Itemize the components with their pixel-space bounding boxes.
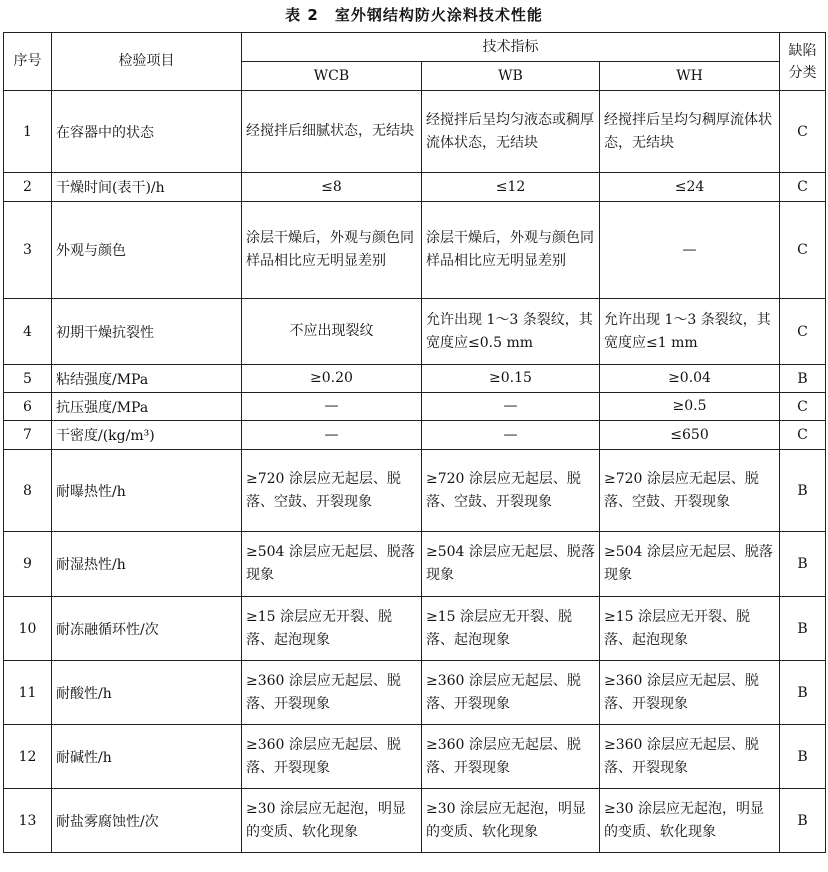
header-item: 检验项目 (52, 33, 242, 91)
row-wh: ≥0.5 (600, 393, 780, 421)
row-no: 10 (4, 597, 52, 661)
row-wh: 允许出现 1～3 条裂纹，其宽度应≤1 mm (600, 299, 780, 365)
row-no: 2 (4, 173, 52, 202)
row-no: 1 (4, 91, 52, 173)
row-no: 11 (4, 661, 52, 725)
row-no: 5 (4, 365, 52, 393)
row-wcb: 不应出现裂纹 (242, 299, 422, 365)
row-class: B (780, 725, 826, 789)
row-wb: — (422, 393, 600, 421)
row-item: 抗压强度/MPa (52, 393, 242, 421)
row-item: 耐碱性/h (52, 725, 242, 789)
table-row (4, 450, 826, 532)
row-wcb: ≥0.20 (242, 365, 422, 393)
row-item: 在容器中的状态 (52, 91, 242, 173)
row-item: 耐冻融循环性/次 (52, 597, 242, 661)
row-wh: ≥720 涂层应无起层、脱落、空鼓、开裂现象 (600, 450, 780, 532)
row-wh: ≥30 涂层应无起泡，明显的变质、软化现象 (600, 789, 780, 853)
row-class: C (780, 393, 826, 421)
row-wcb: ≥720 涂层应无起层、脱落、空鼓、开裂现象 (242, 450, 422, 532)
table-caption: 表 2 室外钢结构防火涂料技术性能 (285, 6, 543, 24)
row-wh: ≤650 (600, 421, 780, 450)
row-wb: ≥30 涂层应无起泡，明显的变质、软化现象 (422, 789, 600, 853)
row-wh: ≤24 (600, 173, 780, 202)
header-indicators: 技术指标 (242, 33, 780, 62)
row-wb: 涂层干燥后，外观与颜色同样品相比应无明显差别 (422, 202, 600, 299)
header-wcb: WCB (242, 62, 422, 91)
row-wb: ≥0.15 (422, 365, 600, 393)
table-row (4, 661, 826, 725)
row-wh: ≥504 涂层应无起层、脱落现象 (600, 532, 780, 597)
table-row (4, 393, 826, 421)
row-item: 耐湿热性/h (52, 532, 242, 597)
table-row (4, 91, 826, 173)
row-no: 8 (4, 450, 52, 532)
row-class: B (780, 597, 826, 661)
row-wcb: — (242, 393, 422, 421)
table-row (4, 202, 826, 299)
row-class: B (780, 365, 826, 393)
row-class: B (780, 532, 826, 597)
row-item: 干密度/(kg/m³) (52, 421, 242, 450)
row-item: 初期干燥抗裂性 (52, 299, 242, 365)
table-row (4, 789, 826, 853)
spec-table (3, 32, 826, 853)
row-wb: ≥720 涂层应无起层、脱落、空鼓、开裂现象 (422, 450, 600, 532)
row-wh: ≥0.04 (600, 365, 780, 393)
row-class: C (780, 91, 826, 173)
row-wb: ≥504 涂层应无起层、脱落现象 (422, 532, 600, 597)
row-no: 3 (4, 202, 52, 299)
row-class: C (780, 299, 826, 365)
header-defect-class: 缺陷 分类 (780, 33, 826, 91)
row-wb: ≥360 涂层应无起层、脱落、开裂现象 (422, 725, 600, 789)
row-item: 耐曝热性/h (52, 450, 242, 532)
table-row (4, 299, 826, 365)
row-wb: ≥15 涂层应无开裂、脱落、起泡现象 (422, 597, 600, 661)
row-wh: 经搅拌后呈均匀稠厚流体状态，无结块 (600, 91, 780, 173)
row-no: 12 (4, 725, 52, 789)
table-row (4, 365, 826, 393)
row-no: 4 (4, 299, 52, 365)
header-wb: WB (422, 62, 600, 91)
row-wcb: ≥360 涂层应无起层、脱落、开裂现象 (242, 661, 422, 725)
row-item: 干燥时间(表干)/h (52, 173, 242, 202)
table-row (4, 725, 826, 789)
row-no: 13 (4, 789, 52, 853)
row-class: B (780, 789, 826, 853)
row-wcb: — (242, 421, 422, 450)
row-wcb: ≥360 涂层应无起层、脱落、开裂现象 (242, 725, 422, 789)
row-wh: ≥15 涂层应无开裂、脱落、起泡现象 (600, 597, 780, 661)
row-wh: ≥360 涂层应无起层、脱落、开裂现象 (600, 725, 780, 789)
row-wb: — (422, 421, 600, 450)
row-class: C (780, 202, 826, 299)
row-class: B (780, 661, 826, 725)
row-item: 耐盐雾腐蚀性/次 (52, 789, 242, 853)
row-item: 粘结强度/MPa (52, 365, 242, 393)
table-row (4, 532, 826, 597)
row-wcb: 涂层干燥后，外观与颜色同样品相比应无明显差别 (242, 202, 422, 299)
row-wcb: ≥15 涂层应无开裂、脱落、起泡现象 (242, 597, 422, 661)
row-wh: — (600, 202, 780, 299)
row-item: 耐酸性/h (52, 661, 242, 725)
row-class: B (780, 450, 826, 532)
row-wb: ≤12 (422, 173, 600, 202)
row-wb: 允许出现 1～3 条裂纹，其宽度应≤0.5 mm (422, 299, 600, 365)
row-wcb: ≥30 涂层应无起泡，明显的变质、软化现象 (242, 789, 422, 853)
table-row (4, 421, 826, 450)
header-wh: WH (600, 62, 780, 91)
row-wh: ≥360 涂层应无起层、脱落、开裂现象 (600, 661, 780, 725)
row-class: C (780, 173, 826, 202)
row-wcb: 经搅拌后细腻状态，无结块 (242, 91, 422, 173)
row-wcb: ≥504 涂层应无起层、脱落现象 (242, 532, 422, 597)
row-no: 7 (4, 421, 52, 450)
row-wb: 经搅拌后呈均匀液态或稠厚流体状态，无结块 (422, 91, 600, 173)
table-row (4, 597, 826, 661)
row-class: C (780, 421, 826, 450)
row-item: 外观与颜色 (52, 202, 242, 299)
row-wcb: ≤8 (242, 173, 422, 202)
row-wb: ≥360 涂层应无起层、脱落、开裂现象 (422, 661, 600, 725)
row-no: 6 (4, 393, 52, 421)
row-no: 9 (4, 532, 52, 597)
header-no: 序号 (4, 33, 52, 91)
table-row (4, 173, 826, 202)
